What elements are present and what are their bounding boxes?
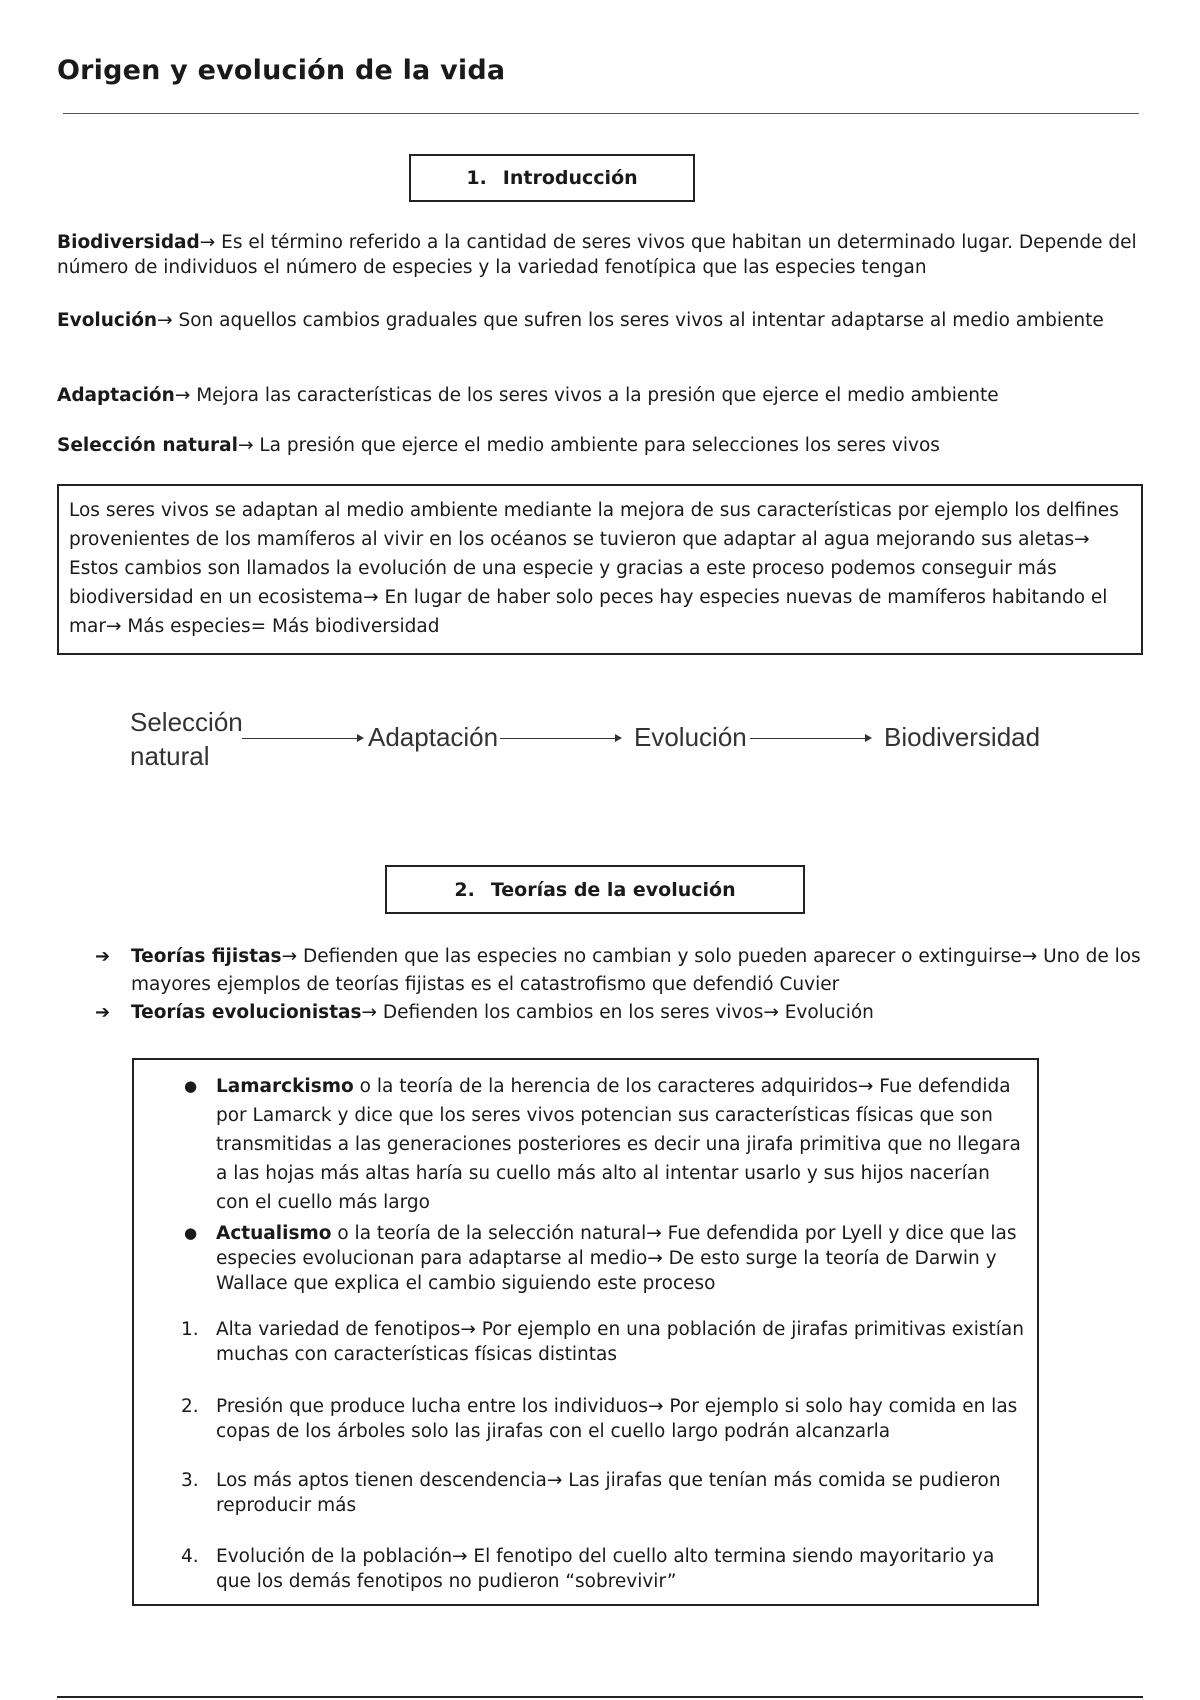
step-number: 4. [181,1546,199,1567]
section-1-number: 1. [466,167,487,189]
flow-node-biodiversidad: Biodiversidad [884,722,1041,752]
list-item [184,1221,1026,1296]
flow-arrow-icon [500,738,620,739]
theory-text: → Defienden los cambios en los seres vivos→ Evolución [361,1002,874,1023]
list-item [181,1317,1026,1367]
definition-adaptacion [57,383,1147,408]
step-number: 1. [181,1319,199,1340]
theories-list [95,943,1150,1027]
section-2-title: Teorías de la evolución [490,878,736,901]
list-item [181,1544,1026,1594]
definition-text: → La presión que ejerce el medio ambiente para selecciones los seres vivos [237,435,940,456]
theory-text: → Defienden que las especies no cambian y solo pueden aparecer o extinguirse→ Uno de los mayores ejemplos de teorías fijistas es el catastrofismo que defendió Cuvier [131,946,1141,995]
theory-term: Teorías evolucionistas [131,1002,362,1023]
flow-node-label: natural [130,741,210,771]
theory-text: o la teoría de la selección natural→ Fue defendida por Lyell y dice que las especies evolucionan para adaptarse al medio→ De esto surge la teoría de Darwin y Wallace que explica el cambio siguiendo este proceso [216,1223,1017,1294]
step-number: 2. [181,1396,199,1417]
definition-term: Selección natural [57,435,238,456]
definition-biodiversidad [57,230,1147,280]
flow-node-label: Selección [130,707,243,737]
flow-node-evolucion: Evolución [634,722,747,752]
arrow-bullet-icon: ➔ [95,946,111,967]
step-text: Evolución de la población→ El fenotipo del cuello alto termina siendo mayoritario ya que los demás fenotipos no pudieron “sobrevivir” [216,1546,995,1592]
definition-evolucion [57,308,1147,333]
evolution-theories-box [132,1058,1039,1606]
list-item [184,1072,1026,1217]
definition-text: → Son aquellos cambios graduales que sufren los seres vivos al intentar adaptarse al medio ambiente [157,310,1104,331]
definition-text: → Es el término referido a la cantidad de seres vivos que habitan un determinado lugar. Depende del número de individuos el número de especies y la variedad fenotípica que las especies tengan [57,232,1137,278]
list-item [181,1468,1026,1518]
definition-term: Biodiversidad [57,232,200,253]
definition-term: Evolución [57,310,158,331]
intro-summary-box [57,484,1143,655]
theory-text: o la teoría de la herencia de los caracteres adquiridos→ Fue defendida por Lamarck y dice que los seres vivos potencian sus características físicas que son transmitidas a las generaciones posteriores es decir una jirafa primitiva que no llegara a las hojas más altas haría su cuello más alto al intentar usarlo y sus hijos nacerían con el cuello más largo [216,1076,1021,1213]
arrow-bullet-icon: ➔ [95,1002,111,1023]
step-number: 3. [181,1470,199,1491]
section-1-heading [409,154,695,202]
page-title: Origen y evolución de la vida [57,55,506,86]
flow-arrow-icon [750,738,870,739]
definition-term: Adaptación [57,385,175,406]
list-item [95,999,1150,1027]
title-divider [63,113,1139,114]
section-2-heading [385,865,805,914]
theory-term: Lamarckismo [216,1076,354,1097]
page-bottom-divider [57,1696,1143,1698]
step-text: Los más aptos tienen descendencia→ Las jirafas que tenían más comida se pudieron reproducir más [216,1470,1001,1516]
step-text: Presión que produce lucha entre los individuos→ Por ejemplo si solo hay comida en las copas de los árboles solo las jirafas con el cuello largo podrán alcanzarla [216,1396,1018,1442]
flow-node-adaptacion: Adaptación [368,722,499,752]
step-text: Alta variedad de fenotipos→ Por ejemplo en una población de jirafas primitivas existían muchas con características físicas distintas [216,1319,1024,1365]
bullet-icon: ● [184,1224,198,1242]
list-item [95,943,1150,999]
section-1-title: Introducción [502,167,638,189]
intro-summary-text: Los seres vivos se adaptan al medio ambiente mediante la mejora de sus características por ejemplo los delfines provenientes de los mamíferos al vivir en los océanos se tuvieron que adaptar al agua mejorando sus aletas→ Estos cambios son llamados la evolución de una especie y gracias a este proceso podemos conseguir más biodiversidad en un ecosistema→ En lugar de haber solo peces hay especies nuevas de mamíferos habitando el mar→ Más especies= Más biodiversidad [69,500,1119,637]
list-item [181,1394,1026,1444]
evolution-flow-diagram [128,700,1048,780]
definition-seleccion-natural [57,433,1147,458]
theory-term: Teorías fijistas [131,946,282,967]
definition-text: → Mejora las características de los seres vivos a la presión que ejerce el medio ambiente [174,385,999,406]
flow-node-seleccion-natural [130,705,243,773]
bullet-icon: ● [184,1077,198,1095]
section-2-number: 2. [454,878,475,901]
theory-term: Actualismo [216,1223,332,1244]
flow-arrow-icon [242,738,362,739]
